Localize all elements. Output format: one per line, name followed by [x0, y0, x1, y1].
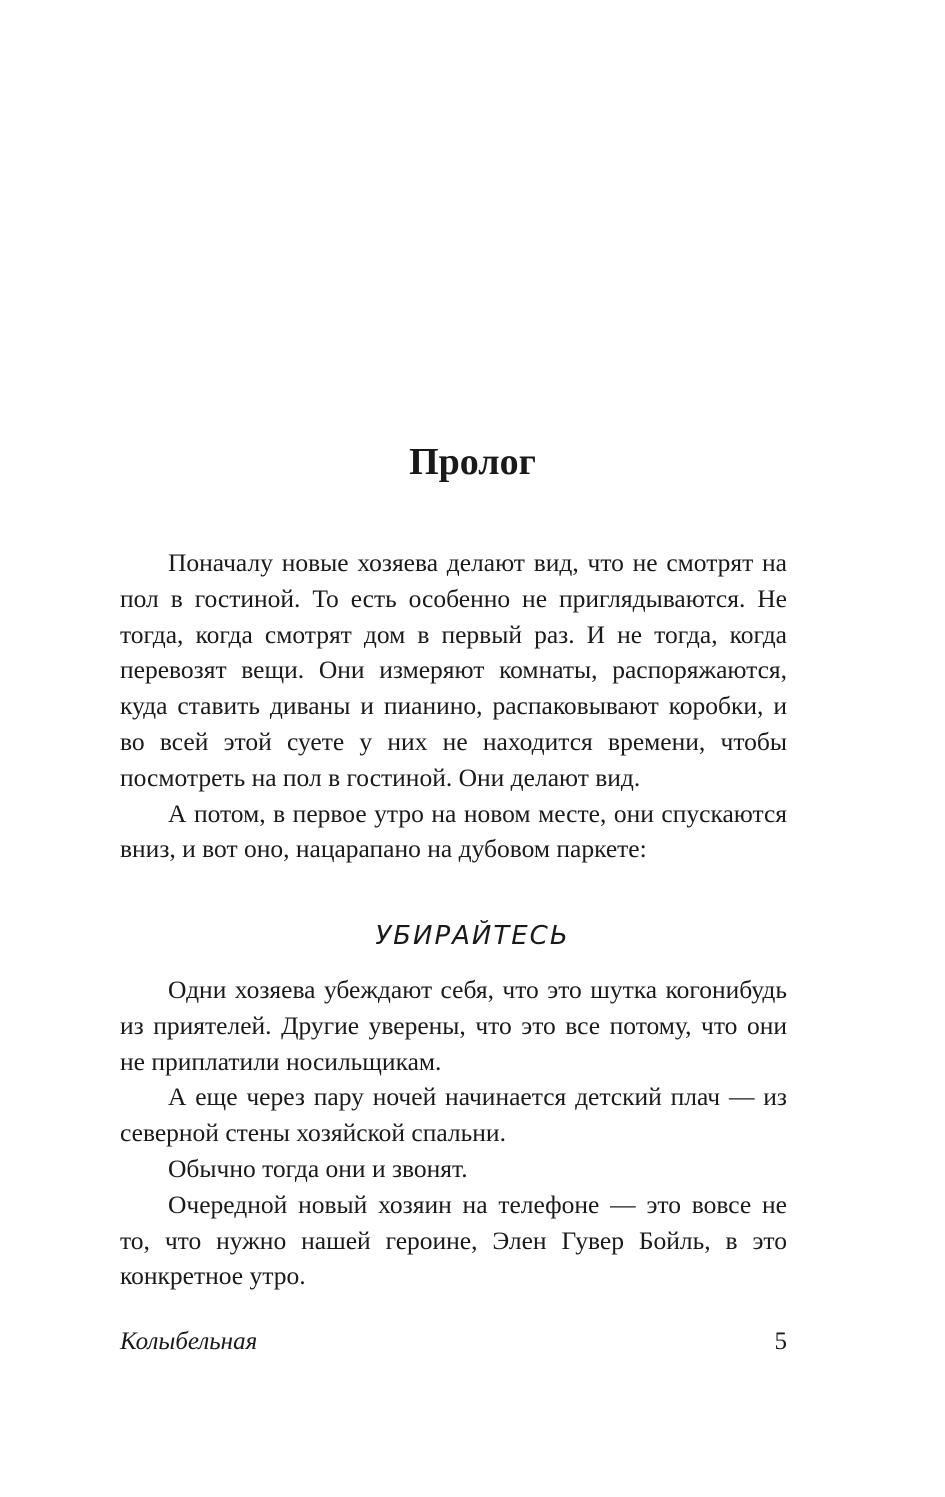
paragraph: Поначалу новые хозяева делают вид, что не смотрят на пол в гостиной. То есть особенно не приглядываются. Не тогда, когда смотрят дом в первый раз. И не тогда, когда перевозят вещи. Они измеряют комнаты, распоряжаются, куда ставить диваны и пианино, распаковывают коробки, и во всей этой суете у них не находится времени, чтобы посмотреть на пол в гостиной. Они делают вид.: [120, 548, 787, 792]
paragraph: А потом, в первое утро на новом месте, они спускаются вниз, и вот оно, нацарапано на дубовом паркете:: [120, 798, 787, 864]
chapter-title: Пролог: [409, 441, 536, 483]
scrawled-word: УБИРАЙТЕСЬ: [375, 921, 570, 951]
page-number: 5: [774, 1328, 787, 1355]
text-block-intro: [120, 545, 787, 867]
paragraph: Очередной новый хозяин на телефоне — это вовсе не то, что нужно нашей героине, Элен Гувер Бойль, в это конкретное утро.: [120, 1189, 787, 1291]
paragraph: Обычно тогда они и звонят.: [168, 1153, 468, 1183]
paragraph: А еще через пару ночей начинается детский плач — из северной стены хозяйской спальни.: [120, 1082, 787, 1148]
running-footer-title: Колыбельная: [120, 1328, 258, 1355]
text-block-continuation: [120, 972, 787, 1294]
paragraph: Одни хозяева убеждают себя, что это шутка когонибудь из приятелей. Другие уверены, что это все потому, что они не приплатили носильщикам.: [120, 975, 787, 1076]
